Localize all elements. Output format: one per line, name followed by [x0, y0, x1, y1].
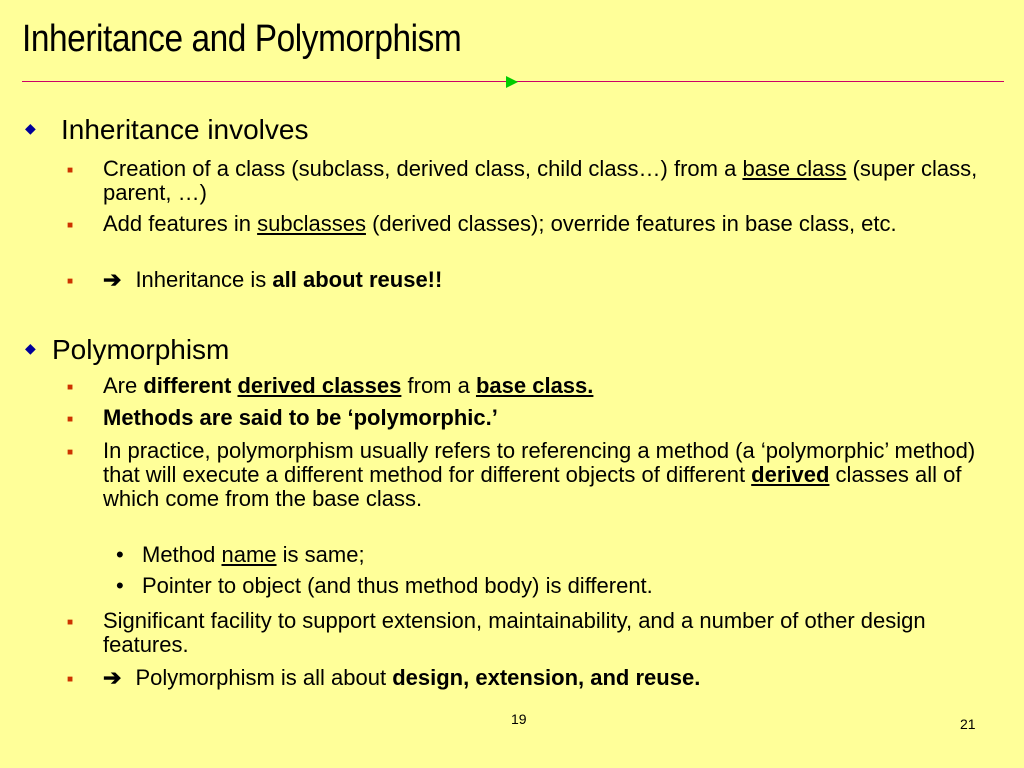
bullet-polymorphism	[25, 334, 230, 366]
right-arrow-icon: ➔	[103, 267, 122, 292]
right-arrow-icon: ➔	[103, 665, 122, 690]
diamond-bullet-icon: ◆	[25, 120, 36, 136]
square-bullet-icon: ■	[67, 276, 74, 287]
page-number-corner: 21	[960, 716, 976, 732]
term-derived: derived	[751, 462, 830, 487]
inheritance-item-2: ■ Add features in subclasses (derived classes); override features in base class, etc.	[67, 211, 897, 236]
diamond-bullet-icon: ◆	[25, 340, 36, 356]
square-bullet-icon: ■	[67, 382, 74, 393]
square-bullet-icon: ■	[67, 165, 74, 176]
term-base-class: base class.	[475, 373, 594, 398]
term-subclasses: subclasses	[257, 211, 366, 236]
inheritance-item-3: ■ ➔ Inheritance is all about reuse!!	[67, 267, 443, 292]
polymorphism-item-1: ■ Are different derived classes from a base class.	[67, 373, 594, 398]
slide-title: Inheritance and Polymorphism	[22, 18, 462, 60]
polymorphism-item-2: ■ Methods are said to be ‘polymorphic.’	[67, 405, 498, 430]
square-bullet-icon: ■	[67, 414, 74, 425]
square-bullet-icon: ■	[67, 220, 74, 231]
page-number-center: 19	[511, 711, 527, 727]
square-bullet-icon: ■	[67, 447, 74, 458]
dot-bullet-icon: •	[116, 573, 124, 598]
polymorphism-item-5: ■ ➔ Polymorphism is all about design, extension, and reuse.	[67, 665, 701, 690]
term-derived-classes: derived classes	[237, 373, 402, 398]
inheritance-item-1: ■ Creation of a class (subclass, derived class, child class…) from a base class (super class, parent, …)	[67, 156, 978, 205]
polymorphism-item-3: ■ In practice, polymorphism usually refers to referencing a method (a ‘polymorphic’ method) that will execute a different method for different objects of different derived classes all of which come from the base class.	[67, 438, 976, 511]
square-bullet-icon: ■	[67, 617, 74, 628]
term-name: name	[221, 542, 277, 567]
heading-inheritance: Inheritance involves	[61, 114, 309, 145]
polymorphism-sub-2: • Pointer to object (and thus method body) is different.	[116, 573, 653, 598]
polymorphism-item-4: ■ Significant facility to support extension, maintainability, and a number of other design features.	[67, 608, 926, 657]
polymorphism-sub-1: • Method name is same;	[116, 542, 365, 567]
heading-polymorphism: Polymorphism	[52, 334, 230, 365]
bullet-inheritance	[25, 114, 309, 146]
term-base-class: base class	[742, 156, 847, 181]
play-arrow-icon	[506, 76, 518, 88]
dot-bullet-icon: •	[116, 542, 124, 567]
square-bullet-icon: ■	[67, 674, 74, 685]
